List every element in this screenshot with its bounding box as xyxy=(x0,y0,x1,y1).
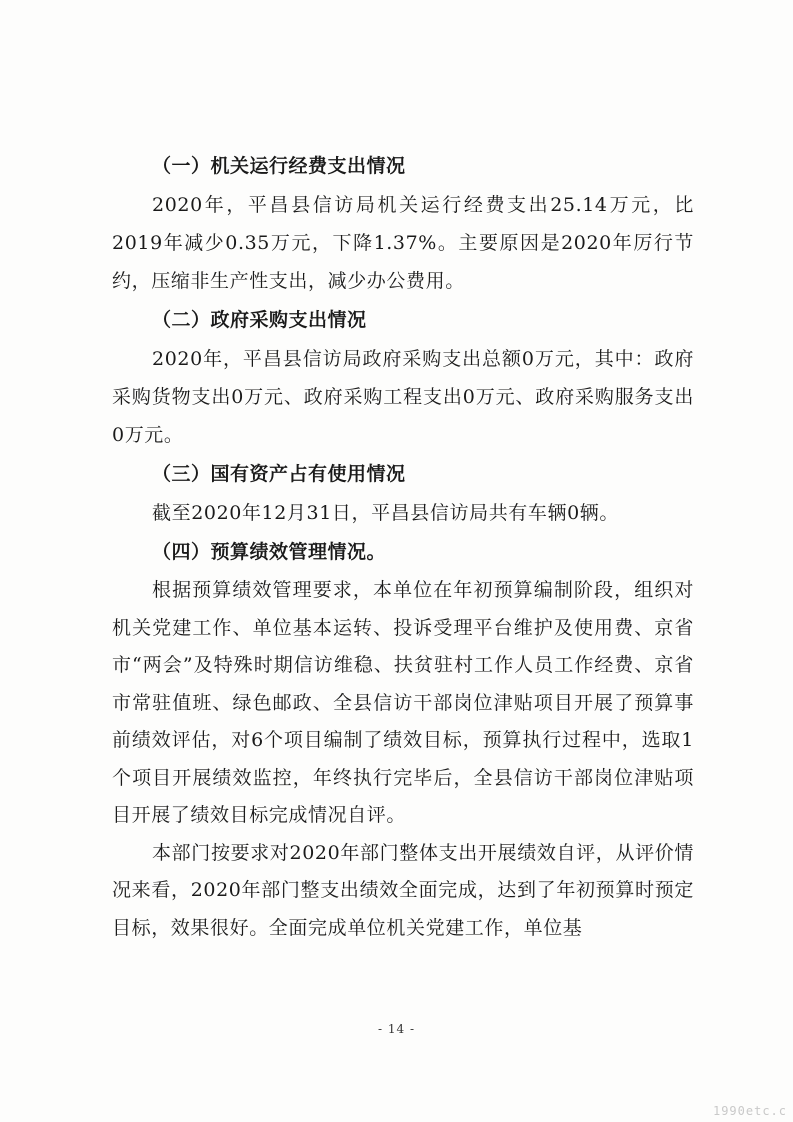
section-paragraph: 2020年，平昌县信访局政府采购支出总额0万元，其中：政府采购货物支出0万元、政府采购工程支出0万元、政府采购服务支出0万元。 xyxy=(112,348,694,446)
section-heading: （三）国有资产占有使用情况 xyxy=(152,463,406,485)
section-heading: （一）机关运行经费支出情况 xyxy=(152,155,406,177)
section-paragraph: 本部门按要求对2020年部门整体支出开展绩效自评，从评价情况来看，2020年部门整支出绩效全面完成，达到了年初预算时预定目标，效果很好。全面完成单位机关党建工作，单位基 xyxy=(112,841,694,939)
page-number: - 14 - xyxy=(377,1022,415,1036)
section-4 xyxy=(112,532,694,947)
section-heading: （四）预算绩效管理情况。 xyxy=(152,541,387,563)
section-heading: （二）政府采购支出情况 xyxy=(152,309,367,331)
section-2 xyxy=(112,300,694,454)
section-3 xyxy=(112,454,694,532)
section-paragraph: 截至2020年12月31日，平昌县信访局共有车辆0辆。 xyxy=(152,502,619,524)
section-paragraph: 2020年，平昌县信访局机关运行经费支出25.14万元，比2019年减少0.35万元，下降1.37%。主要原因是2020年厉行节约，压缩非生产性支出，减少办公费用。 xyxy=(112,194,694,292)
section-paragraph: 根据预算绩效管理要求，本单位在年初预算编制阶段，组织对机关党建工作、单位基本运转、投诉受理平台维护及使用费、京省市“两会”及特殊时期信访维稳、扶贫驻村工作人员工作经费、京省市常驻值班、绿色邮政、全县信访干部岗位津贴项目开展了预算事前绩效评估，对6个项目编制了绩效目标，预算执行过程中，选取1个项目开展绩效监控，年终执行完毕后，全县信访干部岗位津贴项目开展了绩效目标完成情况自评。 xyxy=(112,579,694,826)
section-1 xyxy=(112,146,694,300)
document-body xyxy=(112,146,694,947)
watermark-text: 1990etc.c xyxy=(712,1104,787,1118)
